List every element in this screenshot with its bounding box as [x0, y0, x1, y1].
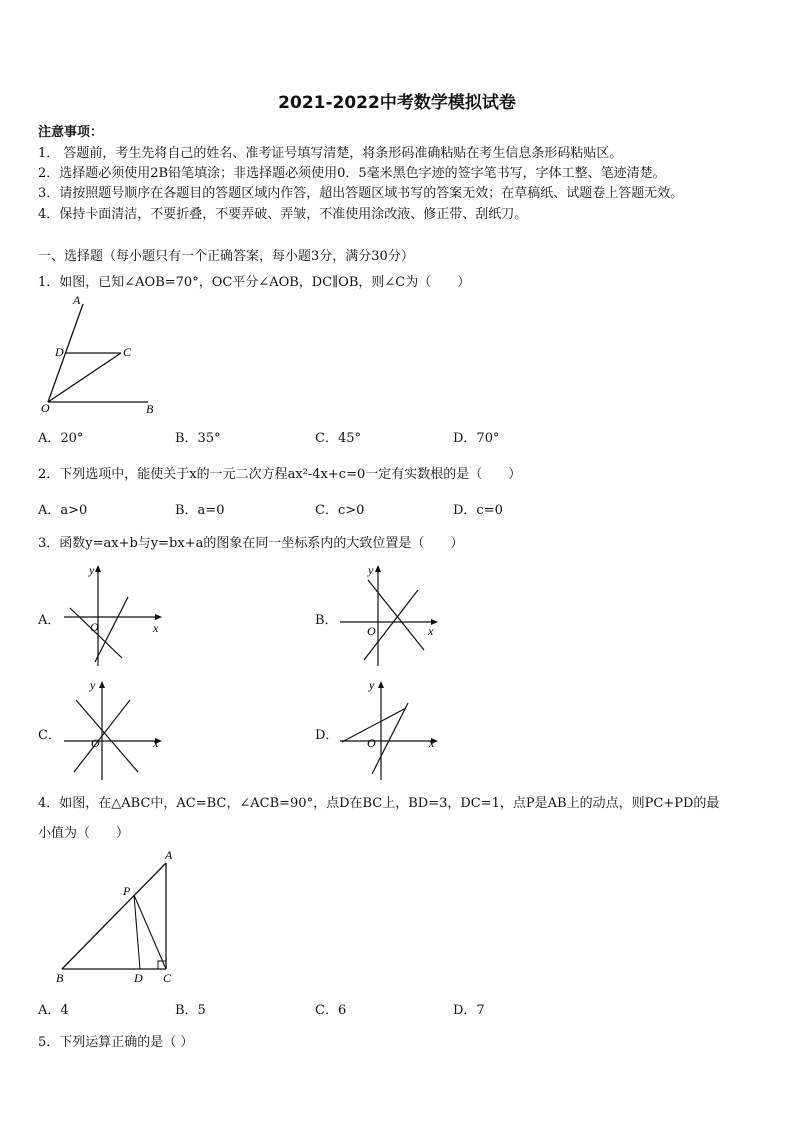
question-5-stem: 5．下列运算正确的是（ ）	[38, 1035, 194, 1050]
axis-y: y	[369, 678, 375, 692]
q3-graph-a	[62, 562, 164, 668]
q1-option-d[interactable]: D．70°	[453, 431, 500, 446]
origin: O	[90, 620, 99, 634]
notice-item: 1． 答题前，考生先将自己的姓名、准考证号填写清楚，将条形码准确粘贴在考生信息条形码粘贴区。	[38, 146, 623, 161]
axis-x: x	[153, 621, 159, 635]
q2-option-b[interactable]: B．a=0	[175, 503, 225, 518]
question-2-stem: 2．下列选项中，能使关于x的一元二次方程ax²-4x+c=0一定有实数根的是（ ）	[38, 467, 522, 482]
q1-option-c[interactable]: C．45°	[315, 431, 361, 446]
q2-option-c[interactable]: C．c>0	[315, 503, 365, 518]
q2-option-d[interactable]: D．c=0	[453, 503, 503, 518]
label-A: A	[73, 293, 81, 307]
question-1-figure	[38, 292, 168, 417]
notice-heading: 注意事项：	[38, 125, 104, 140]
question-4-stem-line1: 4．如图，在△ABC中，AC=BC，∠ACB=90°，点D在BC上，BD=3，DC=1，点P是AB上的动点，则PC+PD的最	[38, 796, 720, 811]
q3-graph-c	[62, 676, 164, 782]
q3-option-a[interactable]: A．	[38, 613, 61, 628]
q1-option-a[interactable]: A．20°	[38, 431, 84, 446]
notice-item: 3．请按照题号顺序在各题目的答题区域内作答，超出答题区域书写的答案无效；在草稿纸、试题卷上答题无效。	[38, 186, 684, 201]
q4-option-d[interactable]: D．7	[453, 1003, 485, 1018]
q2-option-a[interactable]: A．a>0	[38, 503, 88, 518]
q4-option-b[interactable]: B．5	[175, 1003, 206, 1018]
question-4-stem-line2: 小值为（ ）	[38, 826, 130, 841]
notice-item: 2．选择题必须使用2B铅笔填涂；非选择题必须使用0．5毫米黑色字迹的签字笔书写，字体工整、笔迹清楚。	[38, 166, 666, 181]
label-C: C	[123, 345, 132, 359]
q1-option-b[interactable]: B．35°	[175, 431, 221, 446]
q3-option-b[interactable]: B．	[315, 613, 338, 628]
origin: O	[367, 624, 376, 638]
label-P: P	[123, 884, 131, 898]
q4-option-c[interactable]: C．6	[315, 1003, 347, 1018]
axis-x: x	[429, 736, 435, 750]
q3-option-c[interactable]: C．	[38, 728, 61, 743]
label-D: D	[134, 971, 143, 985]
axis-y: y	[368, 563, 374, 577]
notice-item: 4．保持卡面清洁，不要折叠，不要弄破、弄皱，不准使用涂改液、修正带、刮纸刀。	[38, 207, 528, 222]
label-C: C	[163, 971, 172, 985]
origin: O	[91, 736, 100, 750]
q3-graph-d	[338, 676, 440, 782]
q4-option-a[interactable]: A．4	[38, 1003, 69, 1018]
label-B: B	[146, 402, 154, 416]
label-D: D	[55, 345, 64, 359]
label-A: A	[165, 848, 173, 862]
origin: O	[367, 736, 376, 750]
section-heading: 一、选择题（每小题只有一个正确答案，每小题3分，满分30分）	[38, 249, 414, 264]
question-4-figure	[52, 845, 182, 985]
axis-x: x	[428, 624, 434, 638]
label-B: B	[56, 971, 64, 985]
label-O: O	[41, 401, 50, 415]
question-3-stem: 3．函数y=ax+b与y=bx+a的图象在同一坐标系内的大致位置是（ ）	[38, 536, 464, 551]
axis-y: y	[89, 563, 95, 577]
axis-x: x	[153, 736, 159, 750]
q3-option-d[interactable]: D．	[315, 728, 339, 743]
q3-graph-b	[338, 562, 440, 668]
question-1-stem: 1．如图，已知∠AOB=70°，OC平分∠AOB，DC∥OB，则∠C为（ ）	[38, 275, 471, 290]
axis-y: y	[90, 678, 96, 692]
page-title: 2021-2022中考数学模拟试卷	[278, 93, 516, 113]
